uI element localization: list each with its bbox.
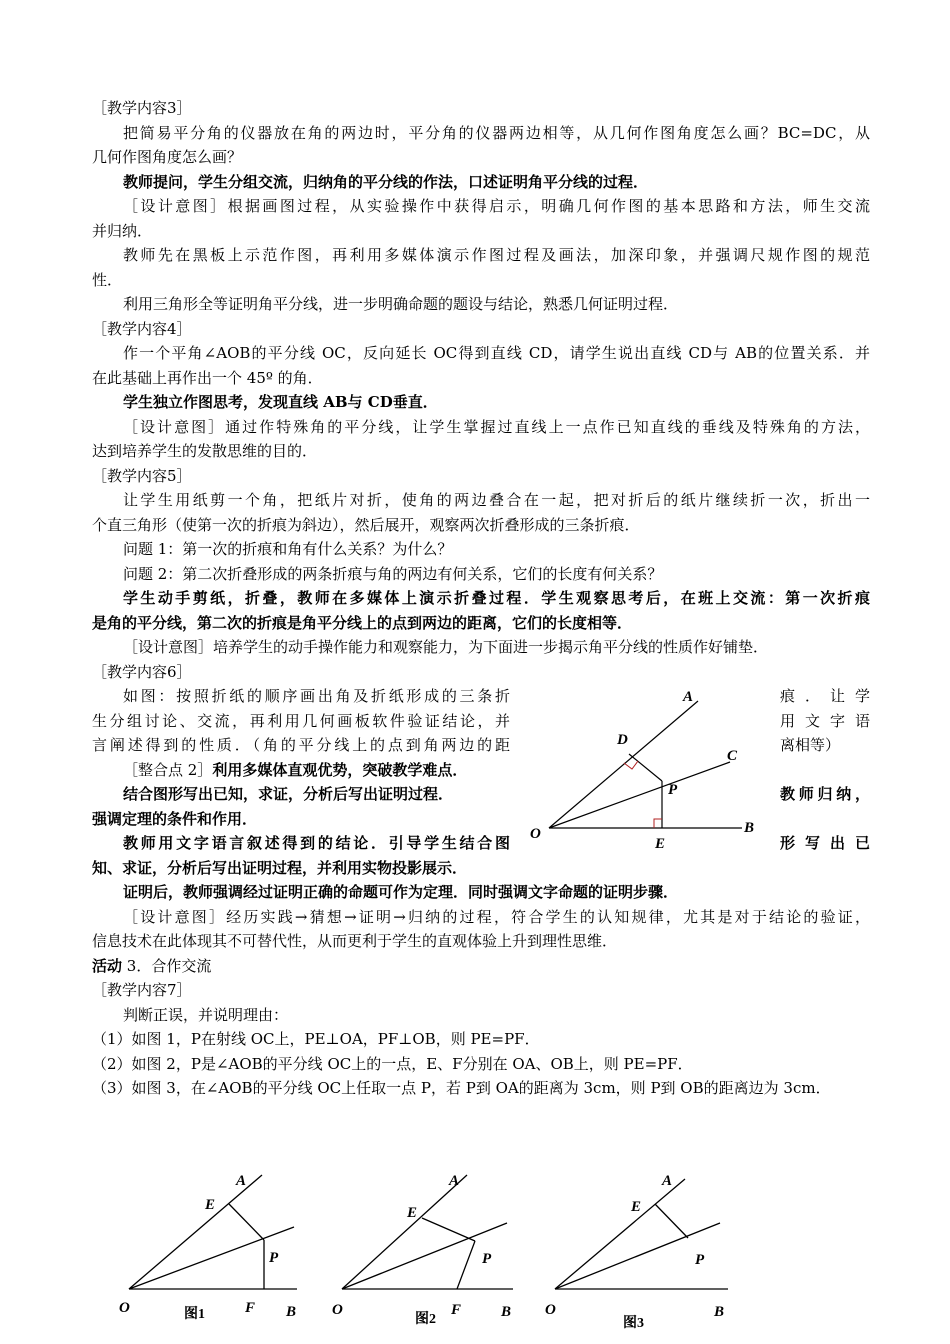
figure-caption: 图1 <box>184 1307 205 1322</box>
document-body <box>92 96 870 1101</box>
bold-paragraph: 教师提问，学生分组交流，归纳角的平分线的作法，口述证明角平分线的过程． <box>123 172 649 191</box>
label-A: A <box>236 1173 247 1189</box>
figure-2 <box>325 1166 535 1336</box>
question-item: （2）如图 2，P是∠AOB的平分线 OC上的一点，E、F分别在 OA、OB上，则 PE=PF． <box>92 1054 693 1073</box>
label-A: A <box>449 1173 460 1189</box>
section-heading: ［教学内容6］ <box>92 662 192 681</box>
question-item: （3）如图 3，在∠AOB的平分线 OC上任取一点 P，若 P到 OA的距离为 3cm，则 P到 OB的距离边为 3cm． <box>92 1079 831 1097</box>
label-F: F <box>245 1300 256 1316</box>
activity-label: 活动 <box>92 956 123 975</box>
label-B: B <box>286 1304 297 1320</box>
design-intent: 并归纳． <box>92 221 153 240</box>
label-O: O <box>545 1302 556 1318</box>
paragraph: 痕．让学 <box>780 687 870 705</box>
section-heading: ［教学内容5］ <box>92 466 192 485</box>
design-intent: ［设计意图］根据画图过程，从实验操作中获得启示，明确几何作图的基本思路和方法，师生交流 <box>123 197 870 215</box>
paragraph: 利用三角形全等证明角平分线，进一步明确命题的题设与结论，熟悉几何证明过程． <box>123 295 679 313</box>
activity-title: 3．合作交流 <box>122 956 212 975</box>
paragraph: 作一个平角∠AOB的平分线 OC，反向延长 OC得到直线 CD，请学生说出直线 CD与 AB的位置关系．并 <box>123 344 870 362</box>
design-intent: ［设计意图］经历实践→猜想→证明→归纳的过程，符合学生的认知规律，尤其是对于结论的验证， <box>123 907 870 926</box>
bold-paragraph: 是角的平分线，第二次的折痕是角平分线上的点到两边的距离，它们的长度相等． <box>92 613 633 632</box>
design-intent: 达到培养学生的发散思维的目的． <box>92 442 318 460</box>
integration-label: ［整合点 2］ <box>123 760 213 779</box>
figure-1 <box>112 1166 312 1331</box>
label-F: F <box>451 1302 462 1318</box>
float-section <box>92 684 870 880</box>
bold-paragraph: 证明后，教师强调经过证明正确的命题可作为定理．同时强调文字命题的证明步骤． <box>123 883 679 901</box>
section-heading: ［教学内容7］ <box>92 981 192 999</box>
angle-bisector-figure <box>522 684 772 849</box>
bold-paragraph: 强调定理的条件和作用． <box>92 809 258 828</box>
bold-paragraph: 结合图形写出已知，求证，分析后写出证明过程． <box>123 785 454 803</box>
label-P: P <box>269 1250 279 1266</box>
paragraph: 教师先在黑板上示范作图，再利用多媒体演示作图过程及画法，加深印象，并强调尺规作图的规范 <box>123 246 870 264</box>
bold-paragraph: 学生独立作图思考，发现直线 AB与 CD垂直． <box>123 393 438 411</box>
paragraph: 用文字语 <box>780 711 870 730</box>
label-E: E <box>655 836 666 849</box>
bold-paragraph: 教师用文字语言叙述得到的结论．引导学生结合图 <box>123 834 510 852</box>
design-intent: ［设计意图］通过作特殊角的平分线，让学生掌握过直线上一点作已知直线的垂线及特殊角的方法， <box>123 417 870 436</box>
section-heading: ［教学内容4］ <box>92 319 192 338</box>
integration-text: 利用多媒体直观优势，突破教学难点． <box>212 760 468 779</box>
label-O: O <box>530 826 541 842</box>
paragraph: 离相等） <box>780 736 841 754</box>
section-heading: ［教学内容3］ <box>92 99 192 117</box>
paragraph: 个直三角形（使第一次的折痕为斜边），然后展开，观察两次折叠形成的三条折痕． <box>92 515 640 534</box>
label-B: B <box>501 1304 512 1320</box>
label-O: O <box>332 1302 343 1318</box>
right-column <box>780 684 870 856</box>
question: 问题 2：第二次折叠形成的两条折痕与角的两边有何关系，它们的长度有何关系？ <box>123 564 663 583</box>
question-item: （1）如图 1，P在射线 OC上，PE⊥OA，PF⊥OB，则 PE=PF． <box>92 1030 540 1048</box>
label-C: C <box>727 748 738 764</box>
paragraph: 如图：按照折纸的顺序画出角及折纸形成的三条折 <box>123 687 510 705</box>
label-D: D <box>617 732 628 748</box>
paragraph: 生分组讨论、交流，再利用几何画板软件验证结论，并 <box>92 711 510 730</box>
design-intent: 信息技术在此体现其不可替代性，从而更利于学生的直观体验上升到理性思维． <box>92 932 618 950</box>
figure-caption: 图2 <box>415 1312 436 1327</box>
label-P: P <box>668 782 678 798</box>
label-A: A <box>662 1173 673 1189</box>
label-A: A <box>683 689 694 705</box>
bold-paragraph: 教师归纳， <box>780 785 870 803</box>
label-E: E <box>631 1199 642 1215</box>
paragraph: 让学生用纸剪一个角，把纸片对折，使角的两边叠合在一起，把对折后的纸片继续折一次，折出一 <box>123 491 870 509</box>
design-intent: ［设计意图］培养学生的动手操作能力和观察能力，为下面进一步揭示角平分线的性质作好铺垫． <box>123 638 769 656</box>
figure-3 <box>538 1166 738 1338</box>
paragraph: 把简易平分角的仪器放在角的两边时，平分角的仪器两边相等，从几何作图角度怎么画？BC=DC，从 <box>123 123 870 142</box>
left-column <box>92 684 510 880</box>
paragraph: 言阐述得到的性质．（角的平分线上的点到角两边的距 <box>92 736 510 754</box>
integration-point <box>92 758 510 783</box>
label-E: E <box>407 1205 418 1221</box>
activity-heading <box>92 954 870 979</box>
question: 问题 1：第一次的折痕和角有什么关系？为什么？ <box>123 540 453 558</box>
paragraph: 判断正误，并说明理由： <box>123 1005 289 1024</box>
bold-paragraph: 形写出已 <box>780 834 870 852</box>
label-O: O <box>119 1300 130 1316</box>
paragraph: 在此基础上再作出一个 45º 的角． <box>92 368 323 387</box>
paragraph: 几何作图角度怎么画？ <box>92 148 243 166</box>
label-P: P <box>695 1252 705 1268</box>
bold-paragraph: 学生动手剪纸，折叠，教师在多媒体上演示折叠过程．学生观察思考后，在班上交流：第一次折痕 <box>123 589 870 607</box>
figure-caption: 图3 <box>623 1316 644 1331</box>
bold-paragraph: 知、求证，分析后写出证明过程，并利用实物投影展示． <box>92 858 468 877</box>
label-B: B <box>714 1304 725 1320</box>
label-B: B <box>744 820 755 836</box>
label-E: E <box>205 1197 216 1213</box>
label-P: P <box>482 1251 492 1267</box>
paragraph: 性． <box>92 270 123 289</box>
